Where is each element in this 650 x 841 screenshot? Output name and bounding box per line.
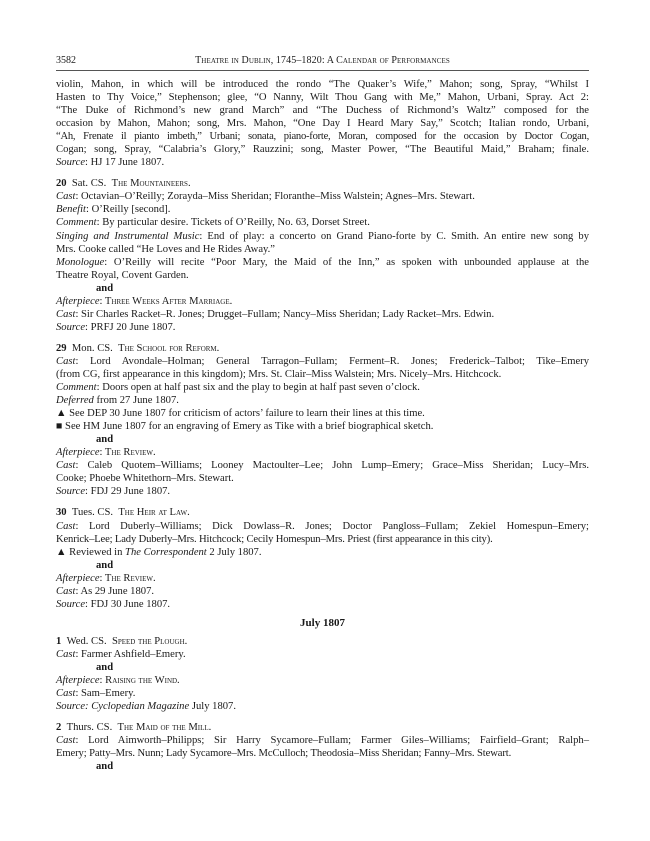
cast-text-continued: Emery; Patty–Mrs. Nunn; Lady Sycamore–Mrs. McCulloch; Theodosia–Miss Sheridan; Fanny–Mrs. Stewart. [56, 748, 512, 760]
afterpiece-cast: : As 29 June 1807. [75, 585, 155, 597]
comment-label: Comment [56, 217, 97, 229]
source-text: : PRFJ 20 June 1807. [85, 321, 176, 333]
month-heading: July 1807 [300, 616, 345, 629]
cast-text-continued: (from CG, first appearance in this kingdom); Mrs. St. Clair–Miss Walstein; Mrs. Nicely–Mrs. Hitchcock. [56, 368, 502, 380]
afterpiece-cast: : Sam–Emery. [75, 688, 136, 700]
entry-weekday: Mon. CS. [71, 342, 113, 354]
cast-label: Cast [56, 520, 76, 532]
afterpiece-label: Afterpiece [56, 675, 100, 687]
cast-text: : Lord Avondale–Holman; General Tarragon–Fullam; Ferment–R. Jones; Frederick–Talbot; Tike–Emery [75, 355, 589, 367]
monologue-label: Monologue [56, 256, 105, 268]
entry-day: 2 [56, 722, 62, 734]
cast-text: : Lord Aimworth–Philipps; Sir Harry Sycamore–Fullam; Farmer Giles–Williams; Fairfield–Grant; Ralph– [75, 735, 589, 747]
cast-text: : Farmer Ashfield–Emery. [75, 648, 186, 660]
cast-text: : Lord Duberly–Williams; Dick Dowlass–R. Jones; Doctor Pangloss–Fullam; Zekiel Homespun–Emery; [75, 520, 589, 532]
note-text: See HM June 1807 for an engraving of Emery as Tike with a brief biographical sketch. [62, 421, 434, 433]
entry-july-1 [56, 635, 589, 713]
cast-label: Cast [56, 308, 76, 320]
afterpiece-title: : Three Weeks After Marriage. [99, 295, 233, 307]
cast-label: Cast [56, 191, 76, 203]
source-label: Source [56, 701, 86, 713]
header-rule [56, 70, 589, 71]
benefit-text: : O’Reilly [second]. [86, 204, 171, 216]
comment-text: : By particular desire. Tickets of O’Reilly, No. 63, Dorset Street. [96, 217, 370, 229]
continuation-line: occasion by Mahon, Mahon; song, Mrs. Mahon, “One Day I Heard Mary Say,” Scotch; Italian rondo, Urbani, [56, 118, 589, 130]
entry-june-30 [56, 506, 589, 610]
review-date: 2 July 1807. [206, 546, 262, 558]
cast-text-continued: Kenrick–Lee; Lady Duberly–Mrs. Hitchcock; Cecily Homespun–Mrs. Priest (first appearance in this city). [56, 533, 493, 545]
deferred-label: Deferred [56, 395, 94, 407]
continuation-line: “Ah, Frenate il pianto imbeth,” Urbani; sonata, piano-forte, Moran, composed for the occasion by Doctor Cogan, [56, 131, 589, 143]
source-line [56, 156, 589, 169]
comment-label: Comment [56, 382, 97, 394]
entry-day: 30 [56, 507, 67, 519]
afterpiece-cast: : Caleb Quotem–Williams; Looney Mactoulter–Lee; John Lump–Emery; Grace–Miss Sheridan; Lucy–Mrs. [75, 460, 589, 472]
play-title: The Mountaineers. [111, 178, 191, 190]
entry-june-29 [56, 342, 589, 499]
entry-day: 29 [56, 342, 67, 354]
source-publication: : Cyclopedian Magazine [85, 701, 190, 713]
and-separator: and [96, 559, 114, 571]
afterpiece-label: Afterpiece [56, 572, 100, 584]
and-separator: and [96, 761, 114, 773]
music-label: Singing and Instrumental Music [56, 230, 200, 242]
afterpiece-cast-continued: Cooke; Phoebe Whitethorn–Mrs. Stewart. [56, 473, 234, 485]
play-title: Speed the Plough. [111, 635, 188, 647]
afterpiece-label: Afterpiece [56, 295, 100, 307]
review-text: Reviewed in [66, 546, 126, 558]
cast-label: Cast [56, 585, 76, 597]
cast-label: Cast [56, 688, 76, 700]
monologue-text: : O’Reilly will recite “Poor Mary, the Maid of the Inn,” as spoken with unbounded applause at the [104, 256, 589, 268]
review-publication: The Correspondent [125, 546, 207, 558]
music-text-continued: Mrs. Cooke called “He Loves and He Rides Away.” [56, 243, 275, 255]
source-label: Source [56, 157, 86, 169]
deferred-text: from 27 June 1807. [93, 395, 179, 407]
running-head [56, 54, 589, 68]
continuation-line: Hasten to Thy Voice,” Stephenson; glee, “O Nanny, Wilt Thou Gang with Me,” Mahon, Urbani, Spray. Act 2: [56, 92, 589, 104]
entry-day: 1 [56, 635, 62, 647]
entry-weekday: Tues. CS. [71, 507, 114, 519]
cast-label: Cast [56, 648, 76, 660]
afterpiece-title: : The Review. [99, 447, 156, 459]
source-text: : FDJ 30 June 1807. [85, 598, 171, 610]
afterpiece-cast: : Sir Charles Racket–R. Jones; Drugget–Fullam; Nancy–Miss Sheridan; Lady Racket–Mrs. Edwin. [75, 308, 495, 320]
afterpiece-label: Afterpiece [56, 447, 100, 459]
triangle-icon: ▲ [56, 546, 67, 558]
continuation-entry [56, 78, 589, 169]
source-text: : HJ 17 June 1807. [85, 157, 165, 169]
continuation-line: violin, Mahon, in which will be introduced the rondo “The Quaker’s Wife,” Mahon; song, Spray, “Whilst I [56, 79, 589, 90]
running-title: Theatre in Dublin, 1745–1820: A Calendar of Performances [195, 55, 450, 66]
continuation-line: Cogan; song, Spray, “Calabria’s Glory,” Rauzzini; song, Master Power, “The Beautiful Maid,” Braham; finale. [56, 144, 589, 156]
play-title: The Heir at Law. [118, 507, 190, 519]
afterpiece-title: : Raising the Wind. [99, 675, 180, 687]
source-date: July 1807. [189, 701, 236, 713]
cast-label: Cast [56, 460, 76, 472]
and-separator: and [96, 434, 114, 446]
and-separator: and [96, 661, 114, 673]
continuation-line: “The Duke of Richmond’s new grand March” and “The Duchess of Richmond’s Waltz” composed for the [56, 105, 589, 117]
entry-day: 20 [56, 178, 67, 190]
source-label: Source [56, 321, 86, 333]
cast-label: Cast [56, 355, 76, 367]
triangle-icon: ▲ [56, 408, 67, 420]
play-title: The School for Reform. [118, 342, 220, 354]
page-number: 3582 [56, 55, 76, 66]
and-separator: and [96, 282, 114, 294]
note-text: See DEP 30 June 1807 for criticism of actors’ failure to learn their lines at this time. [66, 408, 425, 420]
entry-weekday: Thurs. CS. [66, 722, 113, 734]
monologue-text-continued: Theatre Royal, Covent Garden. [56, 269, 189, 281]
cast-text: : Octavian–O’Reilly; Zorayda–Miss Sheridan; Floranthe–Miss Walstein; Agnes–Mrs. Stewart. [75, 191, 475, 203]
benefit-label: Benefit [56, 204, 87, 216]
comment-text: : Doors open at half past six and the play to begin at half past seven o’clock. [96, 382, 420, 394]
calendar-text [56, 78, 589, 773]
entry-weekday: Sat. CS. [71, 178, 107, 190]
play-title: The Maid of the Mill. [117, 722, 212, 734]
music-text: : End of play: a concerto on Grand Piano-forte by C. Smith. An entire new song by [199, 230, 589, 242]
entry-weekday: Wed. CS. [66, 635, 107, 647]
square-icon: ■ [56, 421, 63, 433]
entry-july-2 [56, 721, 589, 773]
cast-label: Cast [56, 735, 76, 747]
source-label: Source [56, 598, 86, 610]
source-text: : FDJ 29 June 1807. [85, 486, 171, 498]
entry-june-20 [56, 177, 589, 334]
afterpiece-title: : The Review. [99, 572, 156, 584]
source-label: Source [56, 486, 86, 498]
